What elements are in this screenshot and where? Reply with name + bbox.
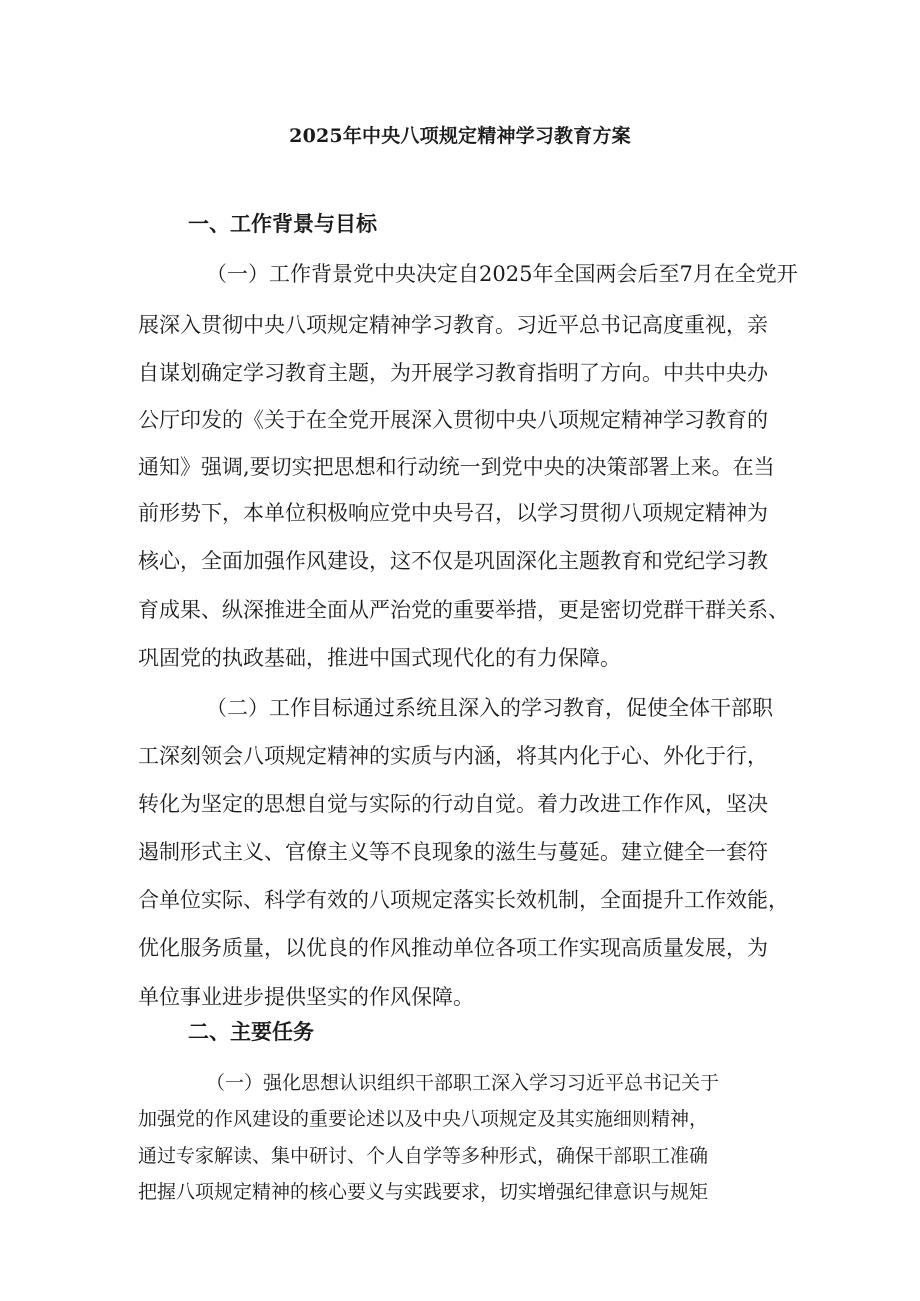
- paragraph-line: 自谋划确定学习教育主题，为开展学习教育指明了方向。中共中央办: [138, 361, 768, 385]
- paragraph-line: 加强党的作风建设的重要论述以及中央八项规定及其实施细则精神，: [138, 1108, 709, 1130]
- paragraph-line: 单位事业进步提供坚实的作风保障。: [138, 985, 474, 1009]
- paragraph-line: 工深刻领会八项规定精神的实质与内涵，将其内化于心、外化于行，: [138, 744, 768, 768]
- paragraph-line: 巩固党的执政基础，推进中国式现代化的有力保障。: [138, 646, 621, 670]
- paragraph-line: 核心，全面加强作风建设，这不仅是巩固深化主题教育和党纪学习教: [138, 549, 768, 573]
- section-heading-2: 二、主要任务: [188, 1019, 314, 1044]
- paragraph-line: 把握八项规定精神的核心要义与实践要求，切实增强纪律意识与规矩: [138, 1181, 709, 1203]
- paragraph-line: 优化服务质量，以优良的作风推动单位各项工作实现高质量发展，为: [138, 936, 768, 960]
- paragraph-line: 展深入贯彻中央八项规定精神学习教育。习近平总书记高度重视，亲: [138, 313, 768, 337]
- paragraph-line: 通过专家解读、集中研讨、个人自学等多种形式，确保干部职工准确: [138, 1145, 709, 1167]
- paragraph-line: 合单位实际、科学有效的八项规定落实长效机制，全面提升工作效能，: [138, 888, 789, 912]
- document-title: 2025年中央八项规定精神学习教育方案: [289, 125, 631, 147]
- paragraph-line: 公厅印发的《关于在全党开展深入贯彻中央八项规定精神学习教育的: [138, 408, 768, 432]
- paragraph-line: 育成果、纵深推进全面从严治党的重要举措，更是密切党群干群关系、: [138, 598, 789, 622]
- paragraph-line: （一）强化思想认识组织干部职工深入学习习近平总书记关于: [206, 1072, 720, 1094]
- section-heading-1: 一、工作背景与目标: [188, 211, 377, 236]
- paragraph-line: 通知》强调,要切实把思想和行动统一到党中央的决策部署上来。在当: [138, 455, 775, 479]
- paragraph-line: 前形势下，本单位积极响应党中央号召，以学习贯彻八项规定精神为: [138, 501, 768, 525]
- paragraph-line: （二）工作目标通过系统且深入的学习教育，促使全体干部职: [206, 696, 773, 720]
- paragraph-line: 遏制形式主义、官僚主义等不良现象的滋生与蔓延。建立健全一套符: [138, 840, 768, 864]
- paragraph-line: 转化为坚定的思想自觉与实际的行动自觉。着力改进工作作风，坚决: [138, 792, 768, 816]
- paragraph-line: （一）工作背景党中央决定自2025年全国两会后至7月在全党开: [206, 262, 798, 286]
